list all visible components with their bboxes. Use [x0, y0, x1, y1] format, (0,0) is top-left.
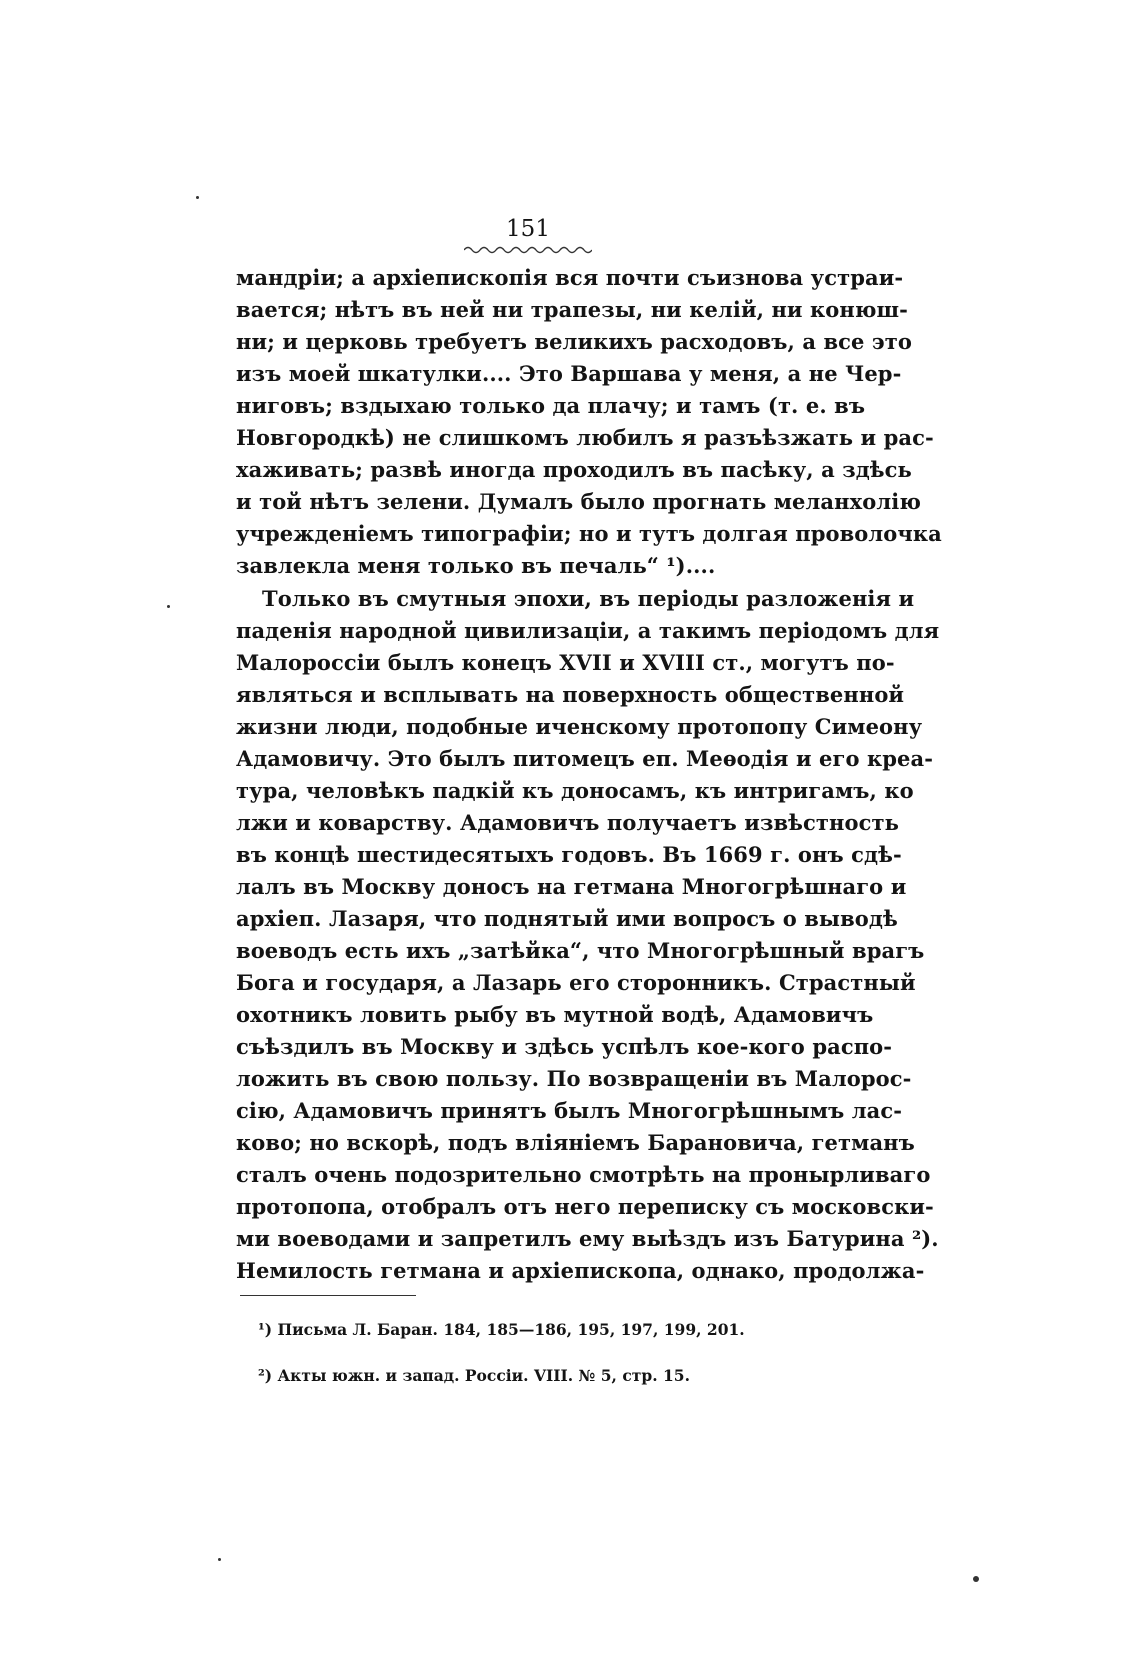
text-line: протопопа, отобралъ отъ него переписку съ московски-: [236, 1194, 934, 1219]
text-line: архіеп. Лазаря, что поднятый ими вопросъ о выводѣ: [236, 906, 898, 931]
text-line: тура, человѣкъ падкій къ доносамъ, къ интригамъ, ко: [236, 778, 914, 803]
text-line: являться и всплывать на поверхность общественной: [236, 682, 905, 707]
text-line: ни; и церковь требуетъ великихъ расходовъ, а все это: [236, 329, 912, 354]
paragraph-first-line: Только въ смутныя эпохи, въ періоды разложенія и: [262, 586, 915, 611]
text-line: мандріи; а архіепископія вся почти съизнова устраи-: [236, 265, 904, 290]
text-line: жизни люди, подобные иченскому протопопу Симеону: [236, 714, 923, 739]
text-line: завлекла меня только въ печаль“ ¹)....: [236, 553, 716, 578]
scan-speck: [167, 605, 170, 608]
text-line: учрежденіемъ типографіи; но и тутъ долгая проволочка: [236, 521, 942, 546]
footnote-1: ¹) Письма Л. Баран. 184, 185—186, 195, 197, 199, 201.: [258, 1320, 745, 1339]
text-line: Бога и государя, а Лазарь его сторонникъ. Страстный: [236, 970, 916, 995]
scan-speck: [218, 1558, 221, 1561]
text-line: и той нѣтъ зелени. Думалъ было прогнать меланхолію: [236, 489, 921, 514]
text-line: воеводъ есть ихъ „затѣйка“, что Многогрѣшный врагъ: [236, 938, 925, 963]
scan-speck: [973, 1576, 979, 1582]
text-line: ложить въ свою пользу. По возвращеніи въ Малорос-: [236, 1066, 912, 1091]
text-line: ми воеводами и запретилъ ему выѣздъ изъ Батурина ²).: [236, 1226, 939, 1251]
text-line: сталъ очень подозрительно смотрѣть на пронырливаго: [236, 1162, 931, 1187]
text-line: Адамовичу. Это былъ питомецъ еп. Меѳодія и его креа-: [236, 746, 934, 771]
text-line: съѣздилъ въ Москву и здѣсь успѣлъ кое-кого распо-: [236, 1034, 893, 1059]
text-line: лалъ въ Москву доносъ на гетмана Многогрѣшнаго и: [236, 874, 907, 899]
scan-speck: [196, 196, 199, 199]
text-line: охотникъ ловить рыбу въ мутной водѣ, Адамовичъ: [236, 1002, 874, 1027]
text-line: ково; но вскорѣ, подъ вліяніемъ Барановича, гетманъ: [236, 1130, 915, 1155]
footnote-2: ²) Акты южн. и запад. Россіи. VIII. № 5, стр. 15.: [258, 1366, 690, 1385]
text-line: ниговъ; вздыхаю только да плачу; и тамъ (т. е. въ: [236, 393, 866, 418]
text-line: лжи и коварству. Адамовичъ получаетъ извѣстность: [236, 810, 899, 835]
text-line: Немилость гетмана и архіепископа, однако, продолжа-: [236, 1258, 925, 1283]
text-line: паденія народной цивилизаціи, а такимъ періодомъ для: [236, 618, 940, 643]
footnote-divider: [240, 1295, 416, 1296]
text-line: въ концѣ шестидесятыхъ годовъ. Въ 1669 г. онъ сдѣ-: [236, 842, 902, 867]
page-number: 151: [506, 216, 550, 242]
text-line: сію, Адамовичъ принятъ былъ Многогрѣшнымъ лас-: [236, 1098, 903, 1123]
text-line: вается; нѣтъ въ ней ни трапезы, ни келій, ни конюш-: [236, 297, 908, 322]
page-number-ornament: [464, 245, 592, 255]
text-line: Малороссіи былъ конецъ XVII и XVIII ст., могутъ по-: [236, 650, 895, 675]
text-line: Новгородкѣ) не слишкомъ любилъ я разъѣзжать и рас-: [236, 425, 934, 450]
text-line: хаживать; развѣ иногда проходилъ въ пасѣку, а здѣсь: [236, 457, 912, 482]
text-line: изъ моей шкатулки.... Это Варшава у меня, а не Чер-: [236, 361, 902, 386]
